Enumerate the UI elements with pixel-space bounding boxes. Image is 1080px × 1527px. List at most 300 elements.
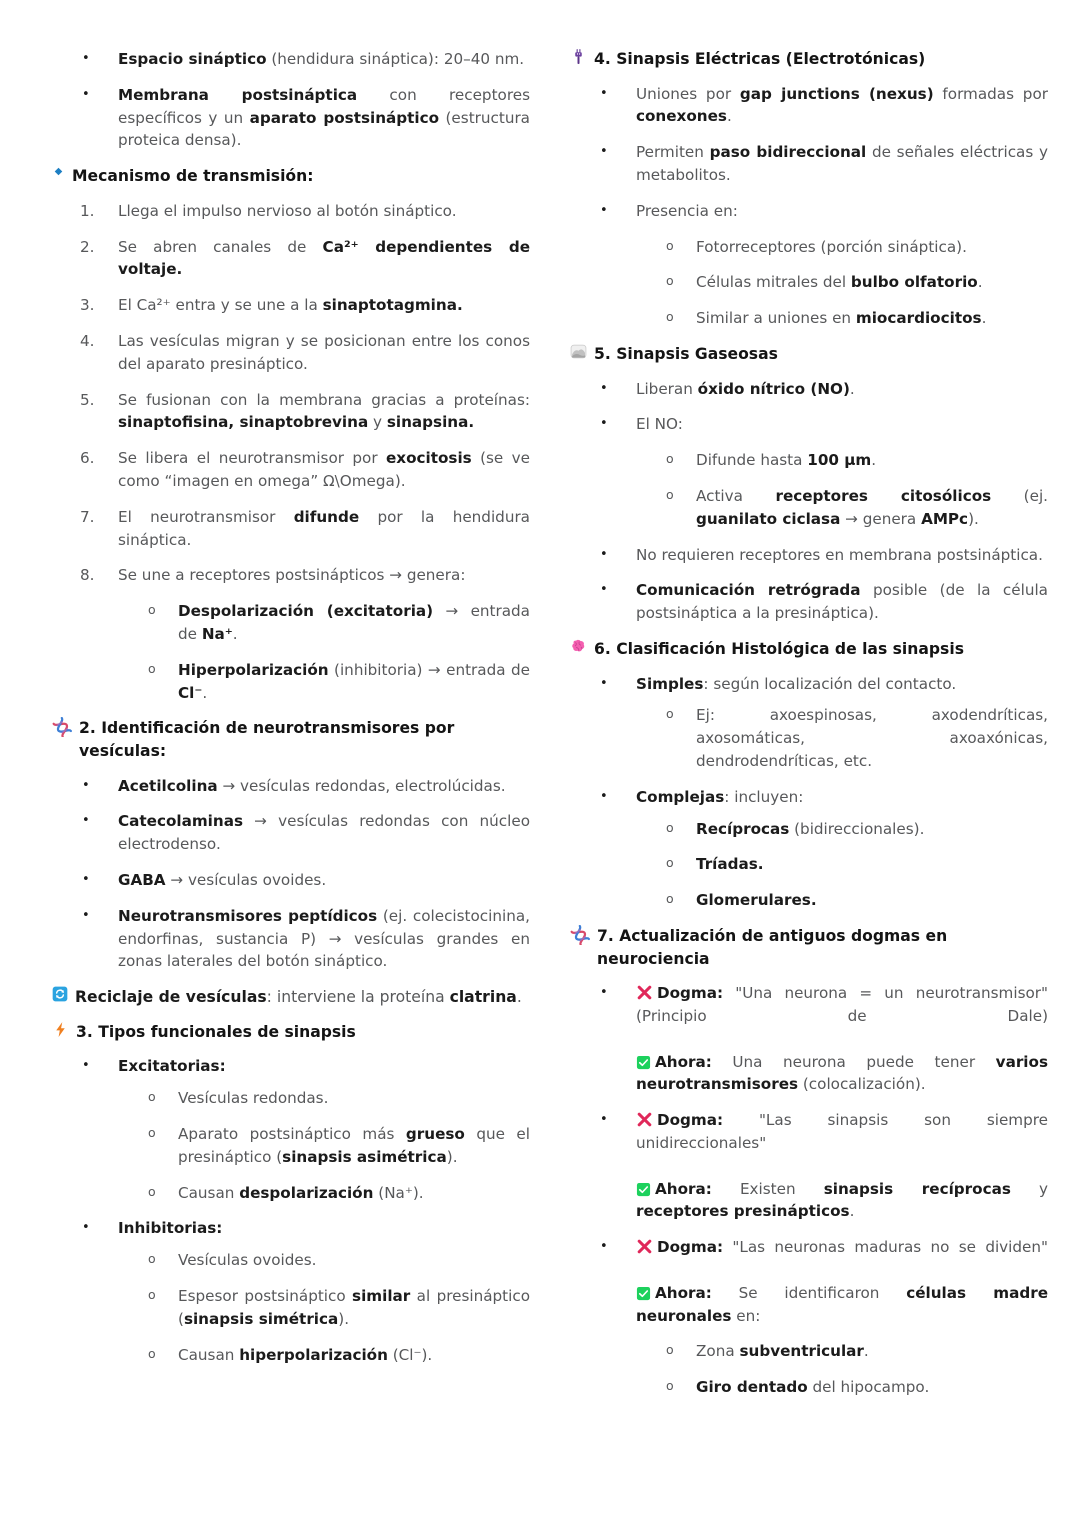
circle-marker-icon: o: [666, 1378, 674, 1394]
bold-run: despolarización: [239, 1183, 374, 1202]
item-number: 4.: [80, 331, 95, 350]
text-run: de señales eléctricas y metabolitos.: [636, 143, 1048, 184]
bold-run: exocitosis: [385, 449, 472, 468]
sub-bullet-item: [570, 1340, 1048, 1363]
sub-bullet-item: [570, 307, 1048, 330]
numbered-text: [118, 389, 530, 435]
item-number: 7.: [80, 507, 95, 526]
text-run: al presináptico (: [178, 1286, 530, 1328]
text-run: → entrada de: [178, 602, 530, 643]
bold-run: Excitatorias:: [118, 1057, 226, 1076]
bold-run: Glomerulares.: [696, 891, 817, 910]
text-run: (Na⁺).: [373, 1183, 424, 1202]
sub-bullet-item: [570, 236, 1048, 259]
sub-bullet-text: [696, 449, 1048, 472]
bullet-text: [636, 200, 1048, 223]
dogma-item: [570, 1236, 1048, 1327]
bullet-dot-icon: •: [600, 202, 608, 218]
bullet-item: [570, 579, 1048, 625]
text-run: .: [977, 273, 983, 292]
text-run: : interviene la proteína: [266, 988, 450, 1007]
numbered-item: [52, 564, 530, 587]
bullet-item: [52, 869, 530, 892]
text-run: y: [1010, 1179, 1048, 1198]
bullet-item: [570, 83, 1048, 129]
text-run: ).: [338, 1309, 350, 1328]
circle-marker-icon: o: [148, 1286, 156, 1302]
text-run: (ej.: [991, 486, 1048, 505]
text-run: No requieren receptores en membrana postsináptica.: [636, 545, 1043, 564]
bullet-text: [636, 579, 1048, 625]
bullet-dot-icon: •: [600, 582, 608, 598]
bullet-dot-icon: •: [600, 1239, 608, 1255]
circle-marker-icon: o: [148, 660, 156, 676]
text-run: posible (de la célula postsináptica a la presináptica).: [636, 581, 1048, 623]
bullet-text: [636, 413, 1048, 436]
bold-run: gap junctions (nexus): [739, 84, 934, 103]
bold-run: Cl⁻: [178, 683, 203, 702]
text-run: Aparato postsináptico más: [178, 1124, 406, 1143]
sub-bullet-item: [570, 704, 1048, 772]
recycle-icon: [52, 986, 68, 1002]
bullet-text: [636, 786, 1048, 809]
text-run: 20–40 nm.: [443, 50, 525, 68]
sub-bullet-text: [178, 1087, 530, 1110]
section-heading-3: [52, 1021, 530, 1044]
sub-bullet-item: [570, 1376, 1048, 1399]
sub-bullet-text: [178, 1285, 530, 1331]
bullet-text: [636, 673, 1048, 696]
bullet-item: [52, 905, 530, 973]
bold-run: sinaptotagmina.: [322, 296, 463, 315]
sub-bullet-text: [696, 818, 1048, 841]
bullet-item: [570, 673, 1048, 696]
circle-marker-icon: o: [148, 1183, 156, 1199]
bold-run: receptores citosólicos: [775, 486, 992, 505]
sub-bullet-item: [52, 1285, 530, 1331]
bold-run: Catecolaminas: [118, 812, 243, 831]
sub-bullet-item: [570, 853, 1048, 876]
bullet-text: [636, 378, 1048, 401]
dogma-item: [570, 982, 1048, 1096]
section-heading-5: [570, 343, 1048, 366]
bold-run: conexones: [636, 107, 727, 126]
item-number: 2.: [80, 237, 95, 256]
text-run: Espesor postsináptico: [178, 1286, 353, 1305]
bullet-text: [118, 905, 530, 973]
bold-run: Inhibitorias:: [118, 1219, 223, 1238]
bullet-item: [52, 48, 530, 71]
bullet-text: [636, 141, 1048, 187]
numbered-item: [52, 200, 530, 223]
bullet-dot-icon: •: [600, 1112, 608, 1128]
bullet-item: [570, 378, 1048, 401]
sub-bullet-item: [52, 1182, 530, 1205]
text-run: .: [871, 451, 877, 470]
text-run: Liberan: [636, 379, 698, 398]
bold-run: Despolarización (excitatoria): [178, 602, 434, 621]
sub-bullet-text: [696, 1376, 1048, 1399]
sub-bullet-text: [178, 1344, 530, 1367]
text-run: Activa: [696, 486, 776, 505]
numbered-item: [52, 236, 530, 282]
text-run: Vesículas redondas.: [178, 1089, 329, 1108]
text-run: Fotorreceptores (porción sináptica).: [696, 237, 967, 256]
text-run: (inhibitoria) → entrada de: [328, 660, 530, 679]
text-run: .: [849, 1202, 855, 1221]
bullet-dot-icon: •: [82, 907, 90, 923]
bullet-item: [570, 141, 1048, 187]
circle-marker-icon: o: [666, 855, 674, 871]
bold-run: Dogma:: [657, 984, 724, 1003]
text-run: : según localización del contacto.: [703, 674, 957, 693]
sub-bullet-item: [52, 1344, 530, 1367]
bullet-item: [52, 775, 530, 798]
bold-run: óxido nítrico (NO): [697, 379, 850, 398]
bold-run: AMPc: [921, 509, 969, 528]
left-column: [52, 48, 530, 1379]
green-check-icon: [636, 1182, 651, 1197]
bullet-dot-icon: •: [82, 777, 90, 793]
bullet-dot-icon: •: [82, 51, 90, 66]
text-run: con receptores específicos y un: [118, 85, 530, 127]
dogma-item: [570, 1109, 1048, 1223]
bullet-text: [118, 775, 530, 798]
recycling-text: [75, 986, 530, 1009]
text-run: Uniones por: [636, 84, 740, 103]
text-run: Difunde hasta: [696, 451, 808, 470]
numbered-text: [118, 294, 530, 317]
lightning-bolt-icon: [52, 1021, 69, 1038]
numbered-item: [52, 447, 530, 493]
bold-run: Hiperpolarización: [178, 660, 329, 679]
bold-run: miocardiocitos: [855, 309, 982, 328]
bold-run: sinapsina.: [386, 413, 475, 432]
numbered-item: [52, 330, 530, 376]
recycling-note: [52, 986, 530, 1009]
right-column: [570, 48, 1048, 1412]
bold-run: Ahora:: [655, 1283, 712, 1302]
bold-run: 100 μm: [807, 451, 872, 470]
section-title: 6. Clasificación Histológica de las sinapsis: [594, 639, 964, 658]
dna-icon: [52, 717, 72, 737]
circle-marker-icon: o: [666, 309, 674, 325]
sub-bullet-text: [696, 236, 1048, 259]
fog-icon: [570, 343, 587, 360]
bullet-item: [52, 810, 530, 856]
item-number: 1.: [80, 201, 95, 220]
green-check-icon: [636, 1286, 651, 1301]
circle-marker-icon: o: [666, 706, 674, 722]
bold-run: Simples: [636, 674, 704, 693]
text-run: Permiten: [636, 143, 710, 162]
text-run: Una neurona puede tener: [711, 1052, 996, 1071]
two-column-layout: [52, 48, 1048, 1412]
bullet-text: [118, 869, 530, 892]
sub-bullet-item: [570, 271, 1048, 294]
sub-bullet-text: [178, 1249, 530, 1272]
text-run: (Cl⁻).: [387, 1345, 433, 1364]
red-x-icon: [636, 1111, 653, 1128]
numbered-item: [52, 294, 530, 317]
bold-run: Giro dentado: [696, 1378, 808, 1397]
text-run: Vesículas ovoides.: [178, 1251, 317, 1270]
text-run: Ej: axoespinosas, axodendríticas, axosomáticas, axoaxónicas, dendrodendríticas, etc.: [696, 706, 1048, 770]
section-title: 2. Identificación de neurotransmisores por vesículas:: [79, 719, 455, 760]
bold-run: Ca²⁺ dependientes de voltaje.: [118, 237, 530, 279]
text-run: formadas por: [933, 84, 1048, 103]
bold-run: Complejas: [636, 787, 725, 806]
text-run: (ej. colecistocinina, endorfinas, sustancia P) → vesículas grandes en zonas laterales del botón sináptico.: [118, 906, 530, 971]
bold-run: Comunicación retrógrada: [636, 581, 861, 600]
dogma-text: [636, 1236, 1048, 1327]
dogma-text: [636, 982, 1048, 1096]
sub-bullet-item: [570, 485, 1048, 531]
bullet-item: [570, 413, 1048, 436]
bullet-item: [570, 786, 1048, 809]
sub-bullet-text: [696, 889, 1048, 912]
circle-marker-icon: o: [148, 1124, 156, 1140]
numbered-text: [118, 506, 530, 552]
bullet-text: [118, 810, 530, 856]
text-run: Llega el impulso nervioso al botón sináptico.: [118, 201, 457, 220]
text-run: Se une a receptores postsinápticos → genera:: [118, 566, 466, 585]
numbered-text: [118, 564, 530, 587]
bullet-item: [52, 1055, 530, 1078]
item-number: 6.: [80, 449, 95, 468]
section-title: 5. Sinapsis Gaseosas: [594, 344, 778, 363]
text-run: Presencia en:: [636, 201, 738, 220]
bullet-item: [52, 1217, 530, 1240]
numbered-item: [52, 389, 530, 435]
bold-run: varios neurotransmisores: [636, 1052, 1048, 1094]
bold-run: sinapsis recíprocas: [823, 1179, 1011, 1198]
sub-bullet-item: [570, 889, 1048, 912]
item-number: 8.: [80, 566, 95, 585]
sub-bullet-text: [696, 271, 1048, 294]
text-run: "Las neuronas maduras no se dividen": [723, 1238, 1048, 1257]
bullet-dot-icon: •: [82, 871, 90, 887]
green-check-icon: [636, 1055, 651, 1070]
text-run: que el presináptico (: [178, 1124, 530, 1166]
sub-bullet-item: [570, 449, 1048, 472]
text-run: El neurotransmisor: [118, 507, 294, 526]
text-run: Similar a uniones en: [696, 309, 856, 328]
bold-run: sinapsis simétrica: [183, 1309, 339, 1328]
text-run: Se libera el neurotransmisor por: [118, 449, 386, 468]
text-run: "Las sinapsis son siempre unidireccionales": [636, 1111, 1048, 1152]
text-run: (bidireccionales).: [789, 819, 925, 838]
text-run: (hendidura sináptica):: [266, 50, 444, 68]
bold-run: sinapsis asimétrica: [282, 1147, 447, 1166]
sub-bullet-text: [696, 853, 1048, 876]
text-run: "Una neurona = un neurotransmisor" (Principio de Dale): [636, 984, 1048, 1025]
numbered-text: [118, 447, 530, 493]
circle-marker-icon: o: [666, 273, 674, 289]
sub-bullet-item: [570, 818, 1048, 841]
numbered-text: [118, 330, 530, 376]
sub-bullet-item: [52, 1249, 530, 1272]
sub-bullet-text: [696, 704, 1048, 772]
bullet-item: [52, 84, 530, 152]
bold-run: Acetilcolina: [118, 776, 218, 795]
bullet-text: [636, 544, 1048, 567]
item-number: 5.: [80, 390, 95, 409]
text-run: (colocalización).: [798, 1075, 926, 1094]
bold-run: Na⁺: [201, 624, 233, 643]
section-heading-2: [52, 717, 530, 762]
bullet-text: [118, 48, 530, 71]
bullet-text: [118, 84, 530, 152]
text-run: El Ca²⁺ entra y se une a la: [118, 296, 323, 315]
bold-run: GABA: [118, 870, 166, 889]
item-number: 3.: [80, 296, 95, 315]
text-run: en:: [731, 1306, 761, 1325]
bold-run: paso bidireccional: [709, 143, 867, 162]
bold-run: Recíprocas: [696, 819, 790, 838]
bullet-text: [636, 83, 1048, 129]
bold-run: Membrana postsináptica: [118, 85, 358, 104]
sub-bullet-text: [178, 659, 530, 705]
sub-bullet-text: [696, 485, 1048, 531]
bullet-item: [570, 200, 1048, 223]
sub-bullet-item: [52, 1087, 530, 1110]
mechanism-heading: [52, 165, 530, 188]
bullet-dot-icon: •: [600, 675, 608, 691]
red-x-icon: [636, 984, 653, 1001]
text-run: (se ve como “imagen en omega” Ω\Omega).: [118, 449, 530, 490]
text-run: : incluyen:: [724, 787, 804, 806]
numbered-text: [118, 200, 530, 223]
text-run: .: [726, 107, 732, 126]
text-run: → genera: [840, 509, 922, 528]
bold-run: hiperpolarización: [239, 1345, 388, 1364]
bullet-dot-icon: •: [600, 546, 608, 562]
text-run: por la hendidura sináptica.: [118, 507, 530, 549]
text-run: Se fusionan con la membrana gracias a proteínas:: [118, 390, 530, 409]
bullet-dot-icon: •: [600, 380, 608, 396]
text-run: Existen: [711, 1179, 824, 1198]
text-run: .: [202, 683, 208, 702]
section-heading-7: [570, 925, 1048, 970]
circle-marker-icon: o: [666, 891, 674, 907]
bold-run: Tríadas.: [696, 855, 764, 874]
bold-run: subventricular: [739, 1342, 864, 1361]
text-run: .: [981, 309, 987, 328]
circle-marker-icon: o: [148, 1089, 156, 1105]
bold-run: guanilato ciclasa: [696, 509, 841, 528]
bullet-dot-icon: •: [600, 788, 608, 804]
numbered-item: [52, 506, 530, 552]
sub-bullet-text: [696, 1340, 1048, 1363]
bullet-dot-icon: •: [600, 416, 608, 432]
sub-bullet-text: [178, 600, 530, 646]
bold-run: Espacio sináptico: [118, 50, 267, 68]
text-run: Causan: [178, 1345, 240, 1364]
bold-run: grueso: [405, 1124, 465, 1143]
text-run: .: [232, 624, 238, 643]
bullet-dot-icon: •: [82, 813, 90, 829]
text-run: Células mitrales del: [696, 273, 851, 292]
circle-marker-icon: o: [666, 451, 674, 467]
bold-run: Dogma:: [657, 1111, 724, 1130]
text-run: Las vesículas migran y se posicionan entre los conos del aparato presináptico.: [118, 331, 530, 373]
text-run: Causan: [178, 1183, 240, 1202]
text-run: .: [516, 988, 522, 1007]
bullet-dot-icon: •: [600, 85, 608, 101]
sub-bullet-item: [52, 1123, 530, 1169]
sub-bullet-item: [52, 600, 530, 646]
text-run: y: [368, 413, 387, 432]
text-run: Se abren canales de: [118, 237, 323, 256]
text-run: .: [863, 1342, 869, 1361]
section-heading-6: [570, 638, 1048, 661]
bold-run: Ahora:: [655, 1052, 712, 1071]
bold-run: similar: [352, 1286, 411, 1305]
red-x-icon: [636, 1238, 653, 1255]
bold-run: sinaptofisina, sinaptobrevina: [118, 413, 369, 432]
text-run: Se identificaron: [711, 1283, 907, 1302]
text-run: ).: [446, 1147, 458, 1166]
bullet-dot-icon: •: [600, 144, 608, 160]
bullet-dot-icon: •: [600, 985, 608, 1001]
circle-marker-icon: o: [148, 602, 156, 618]
bold-run: difunde: [293, 507, 360, 526]
text-run: → vesículas redondas con núcleo electrodenso.: [118, 812, 530, 854]
circle-marker-icon: o: [148, 1251, 156, 1267]
bold-run: Reciclaje de vesículas: [75, 988, 267, 1007]
bullet-text: [118, 1217, 530, 1240]
bold-run: células madre neuronales: [636, 1283, 1048, 1325]
section-title: 4. Sinapsis Eléctricas (Electrotónicas): [594, 50, 926, 68]
bold-run: aparato postsináptico: [249, 108, 440, 127]
sub-bullet-text: [696, 307, 1048, 330]
circle-marker-icon: o: [666, 237, 674, 253]
sub-bullet-item: [52, 659, 530, 705]
bold-run: bulbo olfatorio: [850, 273, 978, 292]
bullet-dot-icon: •: [82, 86, 90, 102]
section-heading-4: [570, 48, 1048, 71]
sub-bullet-text: [178, 1123, 530, 1169]
text-run: → vesículas ovoides.: [165, 870, 327, 889]
bold-run: receptores presinápticos: [636, 1202, 850, 1221]
circle-marker-icon: o: [148, 1345, 156, 1361]
electric-plug-icon: [570, 48, 587, 65]
dogma-text: [636, 1109, 1048, 1223]
bold-run: clatrina: [449, 988, 517, 1007]
text-run: (estructura proteica densa).: [118, 108, 530, 150]
text-run: → vesículas redondas, electrolúcidas.: [217, 776, 506, 795]
text-run: Zona: [696, 1342, 740, 1361]
circle-marker-icon: o: [666, 1342, 674, 1358]
text-run: ).: [968, 509, 979, 528]
blue-diamond-icon: [52, 165, 65, 178]
bullet-item: [570, 544, 1048, 567]
text-run: El NO:: [636, 415, 683, 434]
bold-run: Neurotransmisores peptídicos: [118, 906, 378, 925]
dna-icon: [570, 925, 590, 945]
bullet-dot-icon: •: [82, 1058, 90, 1074]
section-title: 3. Tipos funcionales de sinapsis: [76, 1022, 356, 1041]
circle-marker-icon: o: [666, 819, 674, 835]
numbered-text: [118, 236, 530, 282]
section-title: Mecanismo de transmisión:: [72, 167, 314, 186]
section-title: 7. Actualización de antiguos dogmas en neurociencia: [597, 926, 948, 968]
text-run: del hipocampo.: [807, 1378, 930, 1397]
bold-run: Dogma:: [657, 1238, 724, 1257]
circle-marker-icon: o: [666, 486, 674, 502]
brain-icon: [570, 638, 587, 655]
